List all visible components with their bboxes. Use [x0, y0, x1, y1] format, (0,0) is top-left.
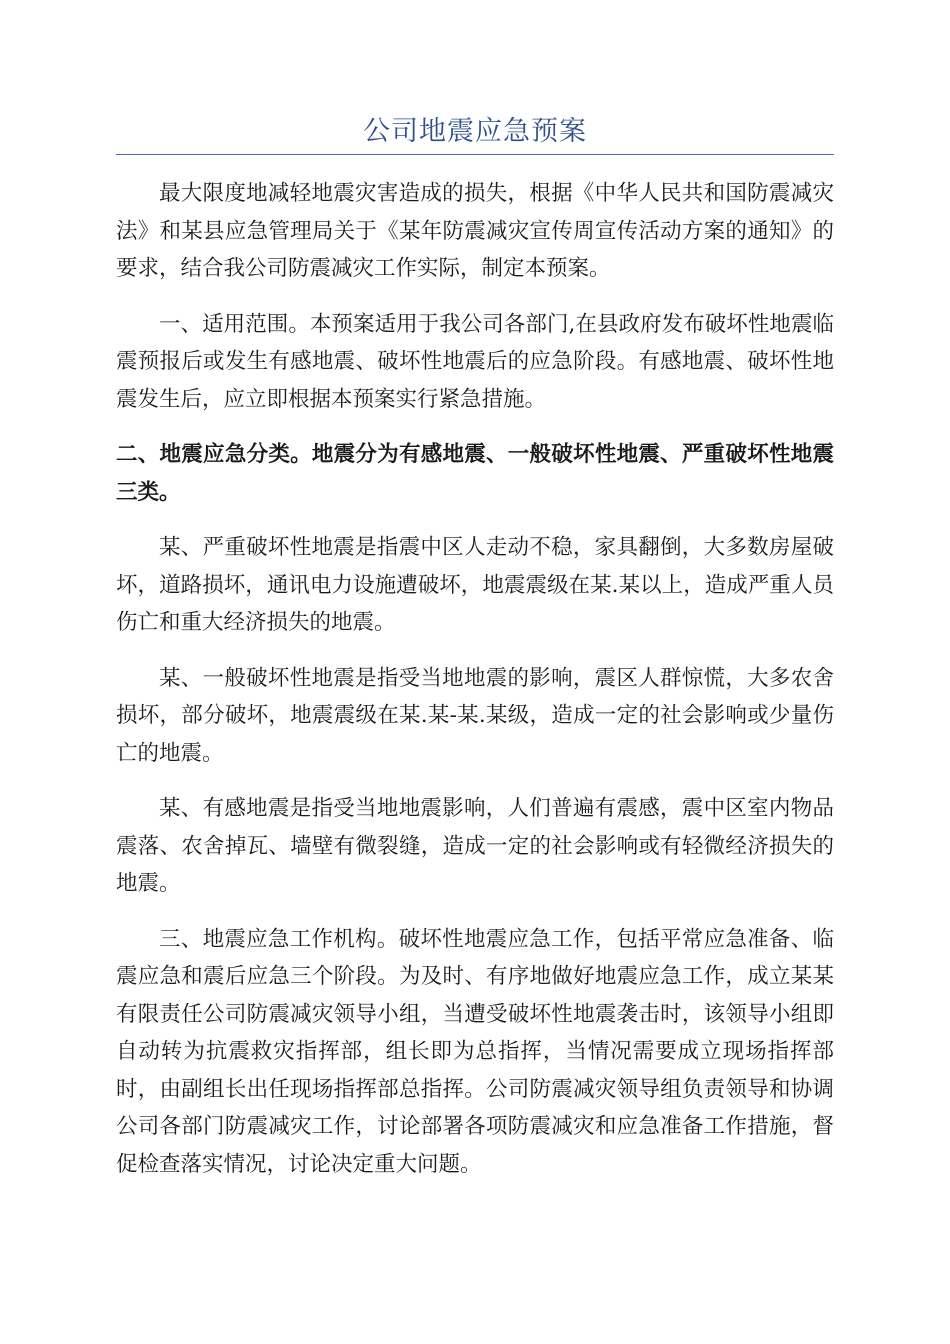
- intro-paragraph: 最大限度地减轻地震灾害造成的损失，根据《中华人民共和国防震减灾法》和某县应急管理局关于《某年防震减灾宣传周宣传活动方案的通知》的要求，结合我公司防震减灾工作实际，制定本预案。: [116, 181, 834, 281]
- general-earthquake-paragraph: 某、一般破坏性地震是指受当地地震的影响，震区人群惊慌，大多农舍损坏，部分破坏，地震震级在某.某-某.某级，造成一定的社会影响或少量伤亡的地震。: [116, 665, 834, 766]
- document-page: [116, 112, 834, 1183]
- classification-heading: 二、地震应急分类。地震分为有感地震、一般破坏性地震、严重破坏性地震三类。: [116, 442, 834, 505]
- organization-paragraph: 三、地震应急工作机构。破坏性地震应急工作，包括平常应急准备、临震应急和震后应急三个阶段。为及时、有序地做好地震应急工作，成立某某有限责任公司防震减灾领导小组，当遭受破坏性地震袭击时，该领导小组即自动转为抗震救灾指挥部，组长即为总指挥，当情况需要成立现场指挥部时，由副组长出任现场指挥部总指挥。公司防震减灾领导组负责领导和协调公司各部门防震减灾工作，讨论部署各项防震减灾和应急准备工作措施，督促检查落实情况，讨论决定重大问题。: [116, 926, 834, 1177]
- document-title: 公司地震应急预案: [363, 116, 587, 147]
- severe-earthquake-paragraph: 某、严重破坏性地震是指震中区人走动不稳，家具翻倒，大多数房屋破坏，道路损坏，通讯电力设施遭破坏，地震震级在某.某以上，造成严重人员伤亡和重大经济损失的地震。: [116, 535, 834, 635]
- scope-paragraph: 一、适用范围。本预案适用于我公司各部门,在县政府发布破坏性地震临震预报后或发生有感地震、破坏性地震后的应急阶段。有感地震、破坏性地震发生后，应立即根据本预案实行紧急措施。: [116, 311, 834, 412]
- title-underline: [116, 154, 834, 155]
- felt-earthquake-paragraph: 某、有感地震是指受当地地震影响，人们普遍有震感，震中区室内物品震落、农舍掉瓦、墙壁有微裂缝，造成一定的社会影响或有轻微经济损失的地震。: [116, 796, 834, 896]
